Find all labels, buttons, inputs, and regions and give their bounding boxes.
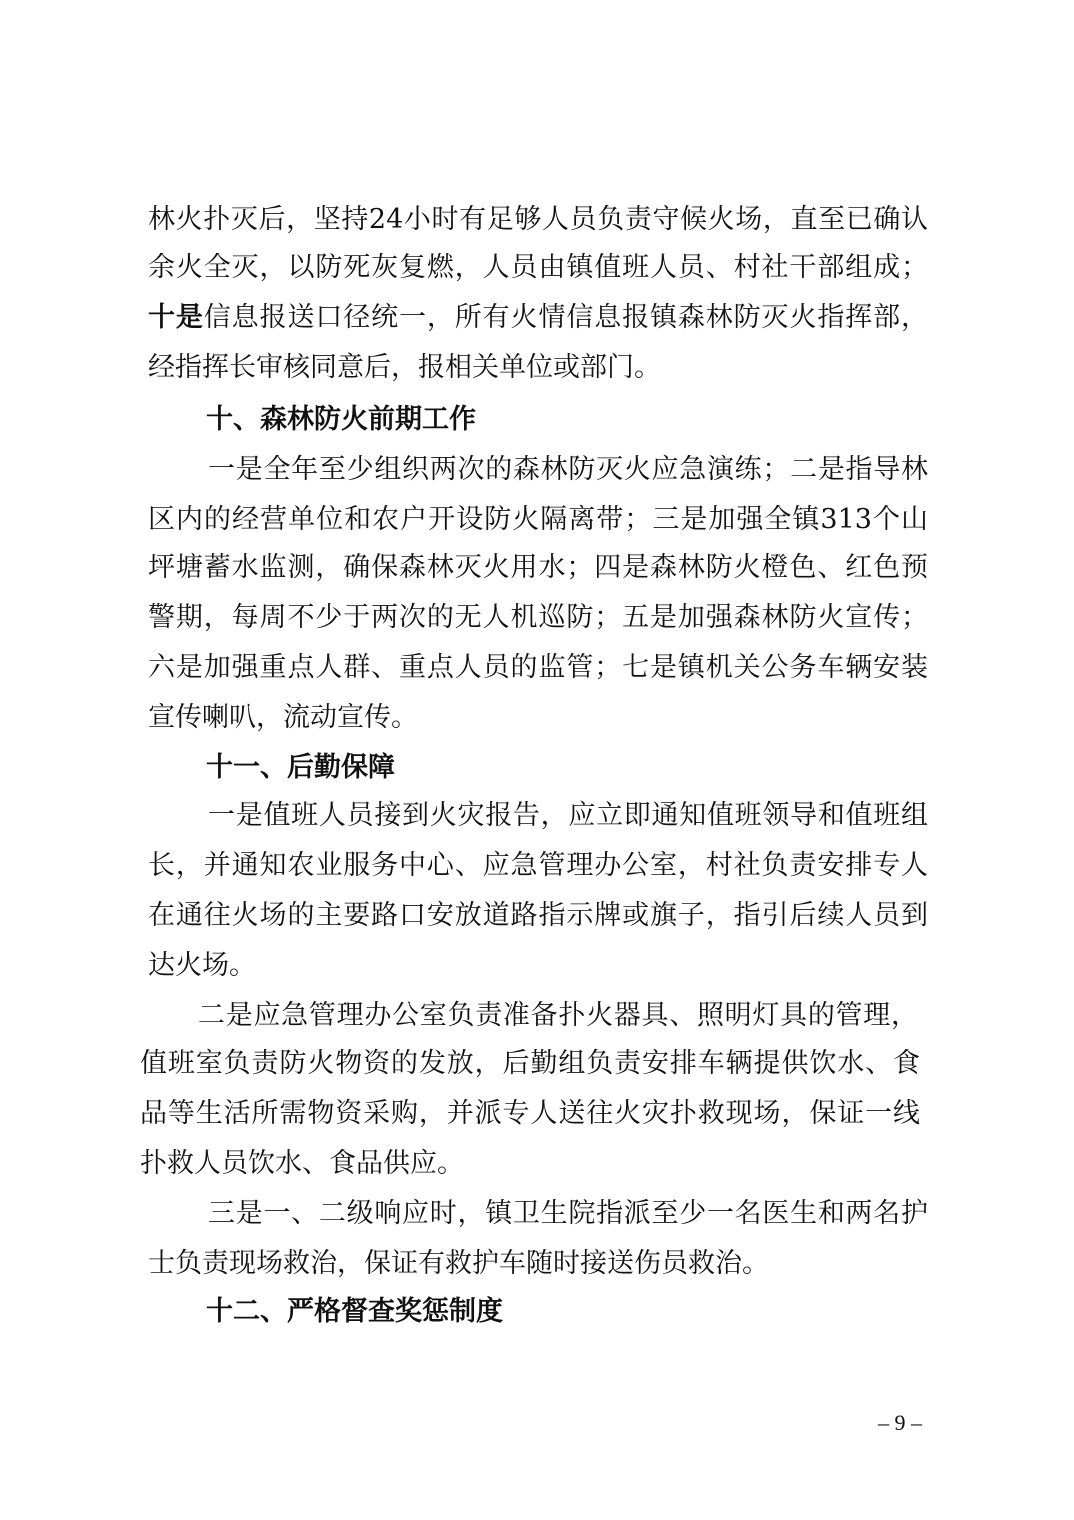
body-line: 三是一、二级响应时，镇卫生院指派至少一名医生和两名护 <box>208 1198 928 1229</box>
body-line: 一是全年至少组织两次的森林防灭火应急演练；二是指导林 <box>208 454 928 485</box>
section-heading: 十、森林防火前期工作 <box>206 404 476 435</box>
body-line: 长，并通知农业服务中心、应急管理办公室，村社负责安排专人 <box>148 850 928 881</box>
body-line: 二是应急管理办公室负责准备扑火器具、照明灯具的管理， <box>198 1000 918 1031</box>
body-line: 余火全灭，以防死灰复燃，人员由镇值班人员、村社干部组成； <box>148 252 928 283</box>
bold-lead-text: 十是 <box>148 302 204 333</box>
body-line: 达火场。 <box>148 950 256 981</box>
body-line: 经指挥长审核同意后，报相关单位或部门。 <box>148 352 661 383</box>
body-line: 士负责现场救治，保证有救护车随时接送伤员救治。 <box>148 1248 769 1279</box>
body-line: 区内的经营单位和农户开设防火隔离带；三是加强全镇313个山 <box>148 504 928 535</box>
body-line: 值班室负责防火物资的发放，后勤组负责安排车辆提供饮水、食 <box>140 1048 920 1079</box>
body-line <box>148 294 928 342</box>
body-line: 林火扑灭后，坚持24小时有足够人员负责守候火场，直至已确认 <box>148 204 928 235</box>
body-line: 品等生活所需物资采购，并派专人送往火灾扑救现场，保证一线 <box>140 1098 920 1129</box>
body-line: 警期，每周不少于两次的无人机巡防；五是加强森林防火宣传； <box>148 602 928 633</box>
body-line: 在通往火场的主要路口安放道路指示牌或旗子，指引后续人员到 <box>148 900 928 931</box>
body-line: 宣传喇叭，流动宣传。 <box>148 702 418 733</box>
body-text: 信息报送口径统一，所有火情信息报镇森林防灭火指挥部， <box>203 302 928 333</box>
page-number: – 9 – <box>878 1410 922 1435</box>
body-line: 扑救人员饮水、食品供应。 <box>140 1148 464 1179</box>
section-heading: 十二、严格督查奖惩制度 <box>206 1296 503 1327</box>
section-heading: 十一、后勤保障 <box>206 752 395 783</box>
body-line: 六是加强重点人群、重点人员的监管；七是镇机关公务车辆安装 <box>148 652 928 683</box>
body-line: 坪塘蓄水监测，确保森林灭火用水；四是森林防火橙色、红色预 <box>148 552 928 583</box>
body-line: 一是值班人员接到火灾报告，应立即通知值班领导和值班组 <box>208 800 928 831</box>
